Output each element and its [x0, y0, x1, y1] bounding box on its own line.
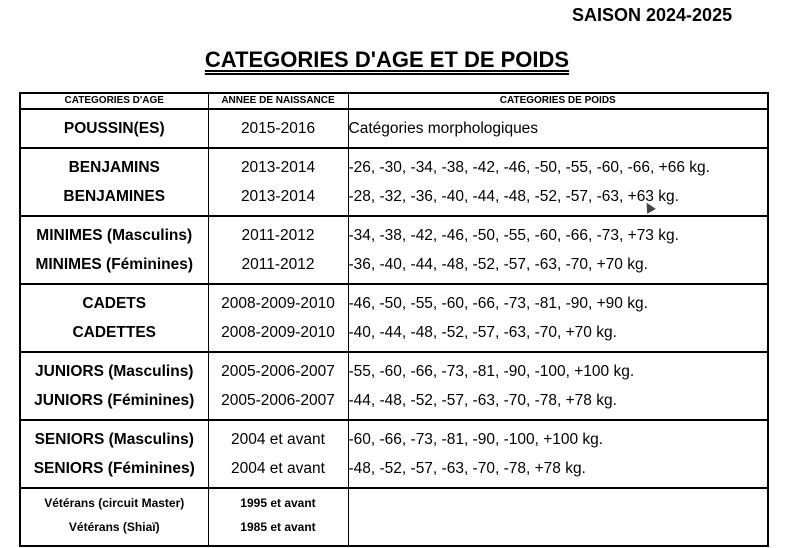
header-birth-year: ANNEE DE NAISSANCE	[208, 93, 348, 109]
page-title: CATEGORIES D'AGE ET DE POIDS	[204, 47, 570, 72]
age-cell	[20, 216, 208, 284]
birth-years: 2004 et avant	[231, 431, 325, 448]
group-veterans	[20, 488, 768, 546]
weight-cell	[348, 284, 768, 352]
weight-cell	[348, 420, 768, 488]
age-cell	[20, 284, 208, 352]
group-cadets	[20, 284, 768, 352]
birth-years: 2015-2016	[240, 120, 316, 137]
categories-table	[19, 92, 769, 547]
birth-years: 2005-2006-2007	[221, 363, 335, 380]
group-benjamins	[20, 148, 768, 216]
age-cell	[20, 352, 208, 420]
season-label: SAISON 2024-2025	[572, 5, 733, 25]
birth-cell	[208, 216, 348, 284]
weight-categories: Catégories morphologiques	[348, 120, 539, 137]
weight-categories: -36, -40, -44, -48, -52, -57, -63, -70, +70 kg.	[348, 256, 648, 273]
birth-cell	[208, 284, 348, 352]
age-category: Vétérans (Shiaï)	[68, 520, 160, 534]
weight-categories: -48, -52, -57, -63, -70, -78, +78 kg.	[348, 460, 586, 477]
age-category: Vétérans (circuit Master)	[44, 496, 185, 510]
weight-categories: -55, -60, -66, -73, -81, -90, -100, +100 kg.	[348, 363, 635, 380]
age-category: SENIORS (Masculins)	[34, 431, 194, 448]
birth-years: 1985 et avant	[240, 520, 316, 534]
age-category: JUNIORS (Masculins)	[35, 363, 194, 380]
weight-cell	[348, 216, 768, 284]
age-cell	[20, 109, 208, 148]
weight-categories	[349, 515, 768, 539]
birth-years: 2013-2014	[240, 159, 316, 176]
birth-cell	[208, 352, 348, 420]
weight-categories: -44, -48, -52, -57, -63, -70, -78, +78 kg.	[348, 392, 617, 409]
age-cell	[20, 420, 208, 488]
header-age: CATEGORIES D'AGE	[20, 93, 208, 109]
weight-cell	[348, 352, 768, 420]
age-category: CADETS	[82, 295, 147, 312]
group-seniors	[20, 420, 768, 488]
age-category: SENIORS (Féminines)	[33, 460, 195, 477]
group-minimes	[20, 216, 768, 284]
birth-years: 2008-2009-2010	[221, 324, 335, 341]
age-category: BENJAMINES	[63, 188, 166, 205]
group-poussins	[20, 109, 768, 148]
weight-categories	[349, 491, 768, 515]
group-juniors	[20, 352, 768, 420]
weight-cell	[348, 109, 768, 148]
age-category: JUNIORS (Féminines)	[34, 392, 195, 409]
birth-years: 2008-2009-2010	[221, 295, 335, 312]
birth-years: 2011-2012	[241, 227, 315, 244]
age-category: MINIMES (Féminines)	[35, 256, 194, 273]
birth-cell	[208, 109, 348, 148]
weight-categories: -46, -50, -55, -60, -66, -73, -81, -90, +90 kg.	[348, 295, 648, 312]
birth-years: 2011-2012	[241, 256, 315, 273]
birth-years: 2013-2014	[240, 188, 316, 205]
age-cell	[20, 148, 208, 216]
age-cell	[20, 488, 208, 546]
birth-years: 2005-2006-2007	[221, 392, 335, 409]
birth-years: 2004 et avant	[231, 460, 325, 477]
weight-categories: -34, -38, -42, -46, -50, -55, -60, -66, -73, +73 kg.	[348, 227, 679, 244]
birth-years: 1995 et avant	[240, 496, 316, 510]
weight-cell	[348, 148, 768, 216]
weight-categories: -40, -44, -48, -52, -57, -63, -70, +70 kg.	[348, 324, 617, 341]
weight-categories: -28, -32, -36, -40, -44, -48, -52, -57, -63, +63 kg.	[348, 188, 679, 205]
birth-cell	[208, 488, 348, 546]
age-category: CADETTES	[72, 324, 157, 341]
header-weight: CATEGORIES DE POIDS	[348, 93, 768, 109]
age-category: BENJAMINS	[68, 159, 160, 176]
birth-cell	[208, 148, 348, 216]
table-header-row	[20, 93, 768, 109]
age-category: MINIMES (Masculins)	[36, 227, 193, 244]
age-category: POUSSIN(ES)	[63, 120, 165, 137]
weight-categories: -60, -66, -73, -81, -90, -100, +100 kg.	[348, 431, 604, 448]
birth-cell	[208, 420, 348, 488]
weight-categories: -26, -30, -34, -38, -42, -46, -50, -55, -60, -66, +66 kg.	[348, 159, 710, 176]
weight-cell	[348, 488, 768, 546]
